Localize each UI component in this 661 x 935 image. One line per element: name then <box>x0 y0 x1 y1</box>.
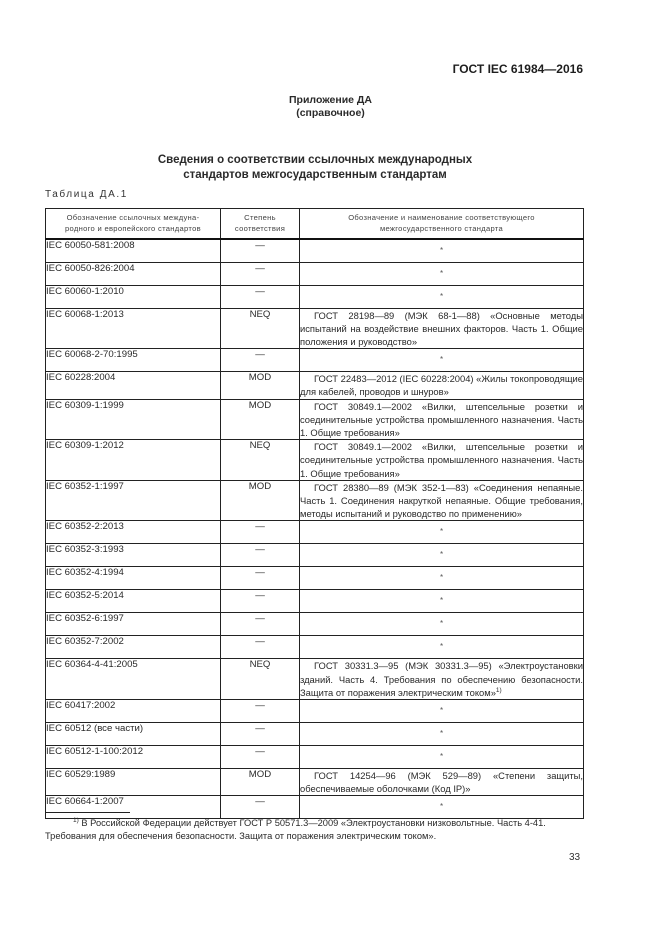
cell-description <box>300 480 584 521</box>
cell-standard: IEC 60664-1:2007 <box>46 796 221 819</box>
cell-description: * <box>300 745 584 768</box>
cell-degree: MOD <box>221 399 300 440</box>
cell-description: * <box>300 699 584 722</box>
cell-description: * <box>300 239 584 262</box>
section-title-line2: стандартов межгосударственным стандартам <box>183 169 447 181</box>
table-row <box>46 239 584 262</box>
cell-degree: — <box>221 796 300 819</box>
table-row <box>46 521 584 544</box>
table-row <box>46 349 584 372</box>
cell-description: * <box>300 636 584 659</box>
cell-standard: IEC 60352-6:1997 <box>46 613 221 636</box>
cell-degree: — <box>221 349 300 372</box>
table-row <box>46 480 584 521</box>
cell-degree: MOD <box>221 480 300 521</box>
cell-degree: MOD <box>221 372 300 399</box>
cell-standard: IEC 60352-5:2014 <box>46 590 221 613</box>
appendix-title: Приложение ДА <box>289 94 372 106</box>
cell-degree: — <box>221 636 300 659</box>
table-row <box>46 796 584 819</box>
cell-degree: — <box>221 544 300 567</box>
cell-standard: IEC 60352-1:1997 <box>46 480 221 521</box>
document-code: ГОСТ IEC 61984—2016 <box>452 62 583 76</box>
cell-standard: IEC 60529:1989 <box>46 768 221 795</box>
description-text: ГОСТ 28380—89 (МЭК 352-1—83) «Соединения непаяные. Часть 1. Соединения накруткой непаяные. Общие требования, методы испытаний и руководство по применению» <box>300 481 583 520</box>
table-row <box>46 372 584 399</box>
cell-description: * <box>300 544 584 567</box>
table-row <box>46 768 584 795</box>
cell-description: * <box>300 521 584 544</box>
table-row <box>46 699 584 722</box>
column-header-interstate-standard: Обозначение и наименование соответствующего межгосударственного стандарта <box>300 209 584 240</box>
cell-degree: — <box>221 239 300 262</box>
cell-description: * <box>300 349 584 372</box>
cell-standard: IEC 60352-2:2013 <box>46 521 221 544</box>
cell-standard: IEC 60068-2-70:1995 <box>46 349 221 372</box>
cell-standard: IEC 60352-4:1994 <box>46 567 221 590</box>
cell-description <box>300 659 584 700</box>
cell-description: * <box>300 285 584 308</box>
description-text: ГОСТ 30331.3—95 (МЭК 30331.3—95) «Электроустановки зданий. Часть 4. Требования по обеспечению безопасности. Защита от поражения электрическим током» <box>300 660 583 698</box>
cell-degree: — <box>221 567 300 590</box>
cell-degree: — <box>221 285 300 308</box>
cell-description: * <box>300 722 584 745</box>
footnote-divider <box>45 812 130 813</box>
page-number: 33 <box>569 852 581 863</box>
cell-standard: IEC 60050-826:2004 <box>46 262 221 285</box>
section-title-line1: Сведения о соответствии ссылочных международных <box>157 154 473 166</box>
correspondence-table <box>45 208 584 819</box>
cell-degree: — <box>221 590 300 613</box>
cell-degree: NEQ <box>221 440 300 481</box>
table-row <box>46 544 584 567</box>
footnote <box>45 817 585 843</box>
cell-standard: IEC 60309-1:1999 <box>46 399 221 440</box>
cell-standard: IEC 60050-581:2008 <box>46 239 221 262</box>
cell-degree: — <box>221 699 300 722</box>
column-header-degree: Степень соответствия <box>221 209 300 240</box>
cell-standard: IEC 60352-3:1993 <box>46 544 221 567</box>
cell-standard: IEC 60364-4-41:2005 <box>46 659 221 700</box>
cell-description <box>300 399 584 440</box>
column-header-standard: Обозначение ссылочных междуна- родного и европейского стандартов <box>46 209 221 240</box>
description-text: ГОСТ 14254—96 (МЭК 529—89) «Степени защиты, обеспечиваемые оболочками (Код IP)» <box>300 769 583 795</box>
cell-description: * <box>300 796 584 819</box>
table-row <box>46 399 584 440</box>
cell-standard: IEC 60228:2004 <box>46 372 221 399</box>
cell-standard: IEC 60060-1:2010 <box>46 285 221 308</box>
footnote-marker: 1) <box>73 816 79 824</box>
footnote-text: В Российской Федерации действует ГОСТ Р 50571.3—2009 «Электроустановки низковольтные. Часть 4-41. Требования для обеспечения безопасности. Защита от поражения электрическим током». <box>45 818 546 841</box>
cell-degree: MOD <box>221 768 300 795</box>
description-text: ГОСТ 30849.1—2002 «Вилки, штепсельные розетки и соединительные устройства промышленного назначения. Часть 1. Общие требования» <box>300 400 583 438</box>
table-row <box>46 567 584 590</box>
section-title <box>0 153 630 183</box>
footnote-reference: 1) <box>495 686 502 694</box>
cell-description: * <box>300 262 584 285</box>
cell-degree: — <box>221 613 300 636</box>
table-row <box>46 285 584 308</box>
cell-degree: NEQ <box>221 659 300 700</box>
table-row <box>46 659 584 700</box>
cell-degree: NEQ <box>221 308 300 349</box>
cell-description <box>300 308 584 349</box>
description-text: ГОСТ 30849.1—2002 «Вилки, штепсельные розетки и соединительные устройства промышленного назначения. Часть 1. Общие требования» <box>300 441 583 479</box>
cell-description <box>300 768 584 795</box>
cell-standard: IEC 60512-1-100:2012 <box>46 745 221 768</box>
description-text: ГОСТ 28198—89 (МЭК 68-1—88) «Основные методы испытаний на воздействие внешних факторов. Часть 1. Общие положения и руководство» <box>300 309 583 347</box>
appendix-subtitle: (справочное) <box>296 107 365 119</box>
table-row <box>46 722 584 745</box>
table-row <box>46 745 584 768</box>
cell-degree: — <box>221 745 300 768</box>
cell-standard: IEC 60068-1:2013 <box>46 308 221 349</box>
cell-description: * <box>300 613 584 636</box>
cell-standard: IEC 60512 (все части) <box>46 722 221 745</box>
table-label: Таблица ДА.1 <box>45 189 128 200</box>
cell-description: * <box>300 567 584 590</box>
table-row <box>46 613 584 636</box>
cell-degree: — <box>221 722 300 745</box>
cell-degree: — <box>221 262 300 285</box>
cell-standard: IEC 60309-1:2012 <box>46 440 221 481</box>
table-row <box>46 590 584 613</box>
table-row <box>46 636 584 659</box>
table-row <box>46 308 584 349</box>
cell-standard: IEC 60417:2002 <box>46 699 221 722</box>
cell-description: * <box>300 590 584 613</box>
cell-description <box>300 372 584 399</box>
cell-standard: IEC 60352-7:2002 <box>46 636 221 659</box>
appendix-heading <box>0 94 661 120</box>
table-header-row <box>46 209 584 240</box>
description-text: ГОСТ 22483—2012 (IEC 60228:2004) «Жилы токопроводящие для кабелей, проводов и шнуров» <box>300 373 583 398</box>
table-row <box>46 440 584 481</box>
cell-description <box>300 440 584 481</box>
cell-degree: — <box>221 521 300 544</box>
table-row <box>46 262 584 285</box>
